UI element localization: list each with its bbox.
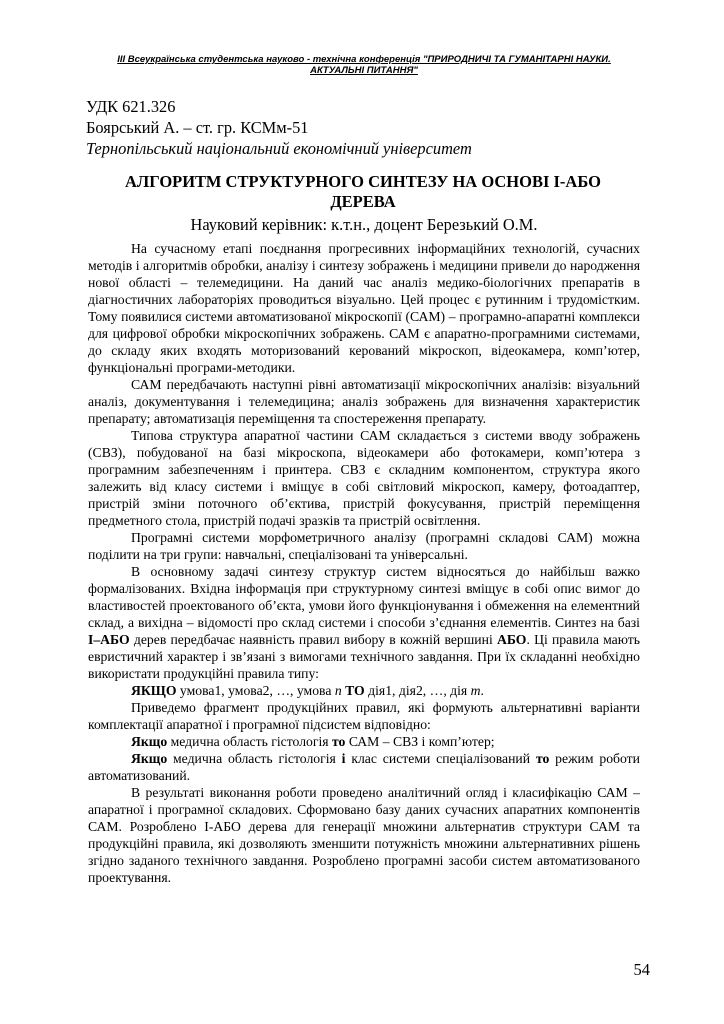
keyword-then: ТО bbox=[345, 683, 365, 698]
paragraph: Типова структура апаратної частини САМ складається з системи вводу зображень (СВЗ), побудованої на базі мікроскопа, відеокамери або фотокамери, комп’ютера з програмним забезпеченням і принтера. СВЗ є складним компонентом, структура якого залежить від класу системи і вміщує в собі світловий мікроскоп, камеру, фотоадаптер, пристрій зміни поточного об’єктива, пристрій фокусування, пристрій переміщення предметного стола, пристрій подачі зразків та пристрій освітлення. bbox=[88, 428, 640, 528]
paragraph: В результаті виконання роботи проведено аналітичний огляд і класифікацію САМ – апаратної і програмної складових. Сформовано базу даних сучасних апаратних компонентів САМ. Розроблено І-АБО дерева для генерації множини альтернатив структури САМ та продукційні правила, які дозволяють зменшити потужність множини альтернативних рішень згідно заданого технічного завдання. Розроблено програмні засоби систем автоматизованого проектування. bbox=[88, 785, 640, 885]
keyword-if: Якщо bbox=[131, 734, 168, 749]
rule-example bbox=[88, 733, 640, 750]
text-run: . Ці правила мають евристичний характер і зв’язані з вимогами технічного завдання. При їх складанні необхідно використати продукційні правила типу: bbox=[88, 632, 640, 681]
variable-m: m bbox=[470, 683, 481, 698]
affiliation: Тернопільський національний економічний університет bbox=[86, 139, 472, 158]
text-run: дерев передбачає наявність правил вибору в кожній вершині bbox=[129, 632, 497, 647]
supervisor-line: Науковий керівник: к.т.н., доцент Березький О.М. bbox=[190, 215, 538, 234]
bold-term: І–АБО bbox=[88, 632, 130, 647]
paragraph: САМ передбачають наступні рівні автоматизації мікроскопічних аналізів: візуальний аналіз, документування і телемедицина; аналіз зображень для визначення характеристик препарату; автоматизація переміщення та спостереження препарату. bbox=[88, 377, 640, 426]
keyword-then: то bbox=[332, 734, 346, 749]
text-run: умова1, умова2, …, умова bbox=[176, 683, 335, 698]
paragraph: Приведемо фрагмент продукційних правил, які формують альтернативні варіанти комплектації апаратної і програмної підсистем відповідно: bbox=[88, 700, 640, 732]
author-line: Боярський А. – ст. гр. КСМм-51 bbox=[86, 118, 309, 137]
text-run: . bbox=[480, 683, 484, 698]
rule-example bbox=[88, 750, 640, 784]
text-run: клас системи спеціалізований bbox=[345, 751, 536, 766]
paragraph: На сучасному етапі поєднання прогресивних інформаційних технологій, сучасних методів і алгоритмів обробки, аналізу і синтезу зображень і медицини привели до народження нової області – телемедицини. На даний час аналіз медико-біологічних препаратів в діагностичних лабораторіях проводиться візуально. Цей процес є рутинним і трудомістким. Тому появилися системи автоматизованої мікроскопії (САМ) – програмно-апаратні комплекси для цифрової обробки мікроскопічних зображень. САМ є апаратно-програмними системами, до складу яких входять моторизований керований мікроскоп, відеокамера, комп’ютер, функціональні програми-методики. bbox=[88, 241, 640, 375]
page-number: 54 bbox=[633, 960, 650, 979]
variable-n: n bbox=[334, 683, 342, 698]
keyword-and: і bbox=[341, 751, 346, 766]
article-title: АЛГОРИТМ СТРУКТУРНОГО СИНТЕЗУ НА ОСНОВІ І-АБО ДЕРЕВА bbox=[125, 172, 601, 211]
text-run: дія1, дія2, …, дія bbox=[364, 683, 471, 698]
text-run: медична область гістологія bbox=[167, 734, 333, 749]
text-run: режим роботи автоматизований. bbox=[88, 751, 640, 783]
paragraph: Програмні системи морфометричного аналізу (програмні складові САМ) можна поділити на три групи: навчальні, спеціалізовані та універсальні. bbox=[88, 530, 640, 562]
bold-term: АБО bbox=[496, 632, 527, 647]
text-run: медична область гістологія bbox=[167, 751, 342, 766]
keyword-if: Якщо bbox=[131, 751, 168, 766]
keyword-if: ЯКЩО bbox=[131, 683, 177, 698]
rule-template bbox=[88, 682, 640, 699]
paragraph bbox=[88, 563, 640, 682]
udc-code: УДК 621.326 bbox=[86, 97, 176, 116]
article-meta bbox=[86, 96, 646, 159]
text-run: В основному задачі синтезу структур систем відносяться до найбільш важко формалізованих. Вхідна інформація при структурному синтезі вміщує в собі опис вимог до властивостей проектованого об’єкта, умови його функціонування і обмеження на елементний склад, а вихідна – відомості про склад системи і способи з’єднання елементів. Синтез на базі bbox=[88, 564, 640, 630]
keyword-then: то bbox=[535, 751, 550, 766]
conference-header: ІІІ Всеукраїнська студентська науково - технічна конференція "ПРИРОДНИЧІ ТА ГУМАНІТАРНІ НАУКИ. АКТУАЛЬНІ ПИТАННЯ" bbox=[117, 54, 611, 76]
text-run: САМ – СВЗ і комп’ютер; bbox=[345, 734, 495, 749]
article-body bbox=[88, 240, 640, 886]
